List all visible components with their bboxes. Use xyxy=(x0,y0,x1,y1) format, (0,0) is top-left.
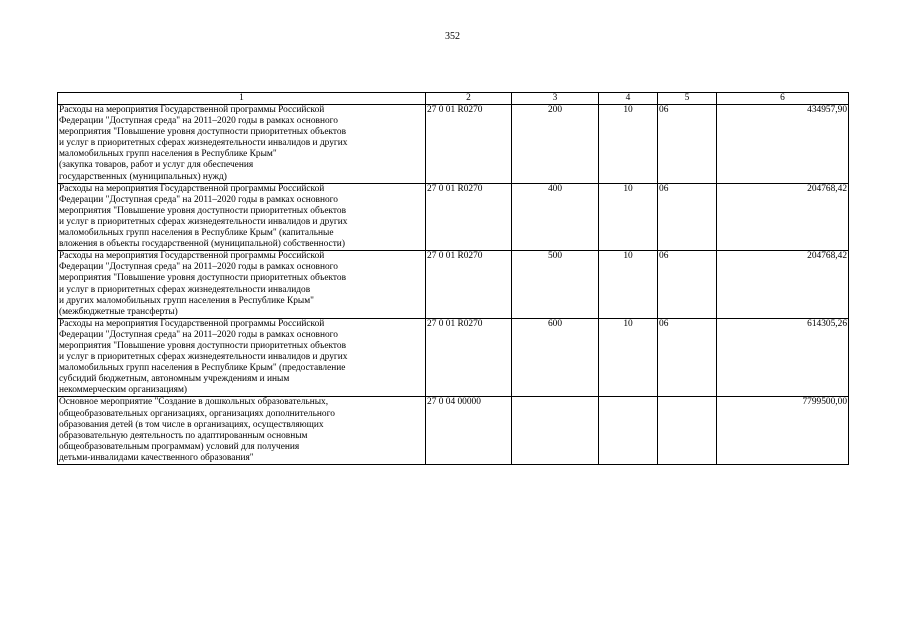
table-row xyxy=(58,318,849,397)
row-col3: 400 xyxy=(512,183,599,251)
table-header-row xyxy=(58,93,849,105)
row-col4: 10 xyxy=(599,105,658,184)
row-col4: 10 xyxy=(599,183,658,251)
table-row xyxy=(58,251,849,319)
budget-table xyxy=(57,92,849,465)
row-description: Расходы на мероприятия Государственной программы Российской Федерации "Доступная среда" на 2011–2020 годы в рамках основного мероприятия "Повышение уровня доступности приоритетных объектов и услуг в приоритетных сферах жизнедеятельности инвалидов и других маломобильных групп населения в Республике Крым" (предоставление субсидий бюджетным, автономным учреждениям и иным некоммерческим организациям) xyxy=(58,318,426,397)
table-row xyxy=(58,105,849,184)
header-col-4: 4 xyxy=(599,93,658,105)
row-description: Расходы на мероприятия Государственной программы Российской Федерации "Доступная среда" на 2011–2020 годы в рамках основного мероприятия "Повышение уровня доступности приоритетных объектов и услуг в приоритетных сферах жизнедеятельности инвалидов и других маломобильных групп населения в Республике Крым" (капитальные вложения в объекты государственной (муниципальной) собственности) xyxy=(58,183,426,251)
table-row xyxy=(58,397,849,465)
row-col4: 10 xyxy=(599,318,658,397)
row-col5: 06 xyxy=(658,318,717,397)
header-col-3: 3 xyxy=(512,93,599,105)
row-col5: 06 xyxy=(658,251,717,319)
row-amount: 614305,26 xyxy=(717,318,849,397)
row-col3: 600 xyxy=(512,318,599,397)
row-col5: 06 xyxy=(658,105,717,184)
row-code: 27 0 01 R0270 xyxy=(426,183,512,251)
row-description: Расходы на мероприятия Государственной программы Российской Федерации "Доступная среда" на 2011–2020 годы в рамках основного мероприятия "Повышение уровня доступности приоритетных объектов и услуг в приоритетных сферах жизнедеятельности инвалидов и других маломобильных групп населения в Республике Крым" (закупка товаров, работ и услуг для обеспечения государственных (муниципальных) нужд) xyxy=(58,105,426,184)
row-col5: 06 xyxy=(658,183,717,251)
row-description: Основное мероприятие "Создание в дошкольных образовательных, общеобразовательных организациях, организациях дополнительного образования детей (в том числе в организациях, осуществляющих образовательную деятельность по адаптированным основным общеобразовательным программам) условий для получения детьми-инвалидами качественного образования" xyxy=(58,397,426,465)
row-code: 27 0 01 R0270 xyxy=(426,251,512,319)
header-col-2: 2 xyxy=(426,93,512,105)
row-amount: 204768,42 xyxy=(717,183,849,251)
row-col5 xyxy=(658,397,717,465)
row-col3 xyxy=(512,397,599,465)
row-col3: 200 xyxy=(512,105,599,184)
row-code: 27 0 01 R0270 xyxy=(426,318,512,397)
row-code: 27 0 04 00000 xyxy=(426,397,512,465)
row-col4: 10 xyxy=(599,251,658,319)
table-row xyxy=(58,183,849,251)
row-description: Расходы на мероприятия Государственной программы Российской Федерации "Доступная среда" на 2011–2020 годы в рамках основного мероприятия "Повышение уровня доступности приоритетных объектов и услуг в приоритетных сферах жизнедеятельности инвалидов и других маломобильных групп населения в Республике Крым" (межбюджетные трансферты) xyxy=(58,251,426,319)
row-amount: 434957,90 xyxy=(717,105,849,184)
header-col-6: 6 xyxy=(717,93,849,105)
row-amount: 204768,42 xyxy=(717,251,849,319)
row-col4 xyxy=(599,397,658,465)
page-number: 352 xyxy=(445,31,460,42)
row-amount: 7799500,00 xyxy=(717,397,849,465)
header-col-1: 1 xyxy=(58,93,426,105)
row-code: 27 0 01 R0270 xyxy=(426,105,512,184)
row-col3: 500 xyxy=(512,251,599,319)
header-col-5: 5 xyxy=(658,93,717,105)
